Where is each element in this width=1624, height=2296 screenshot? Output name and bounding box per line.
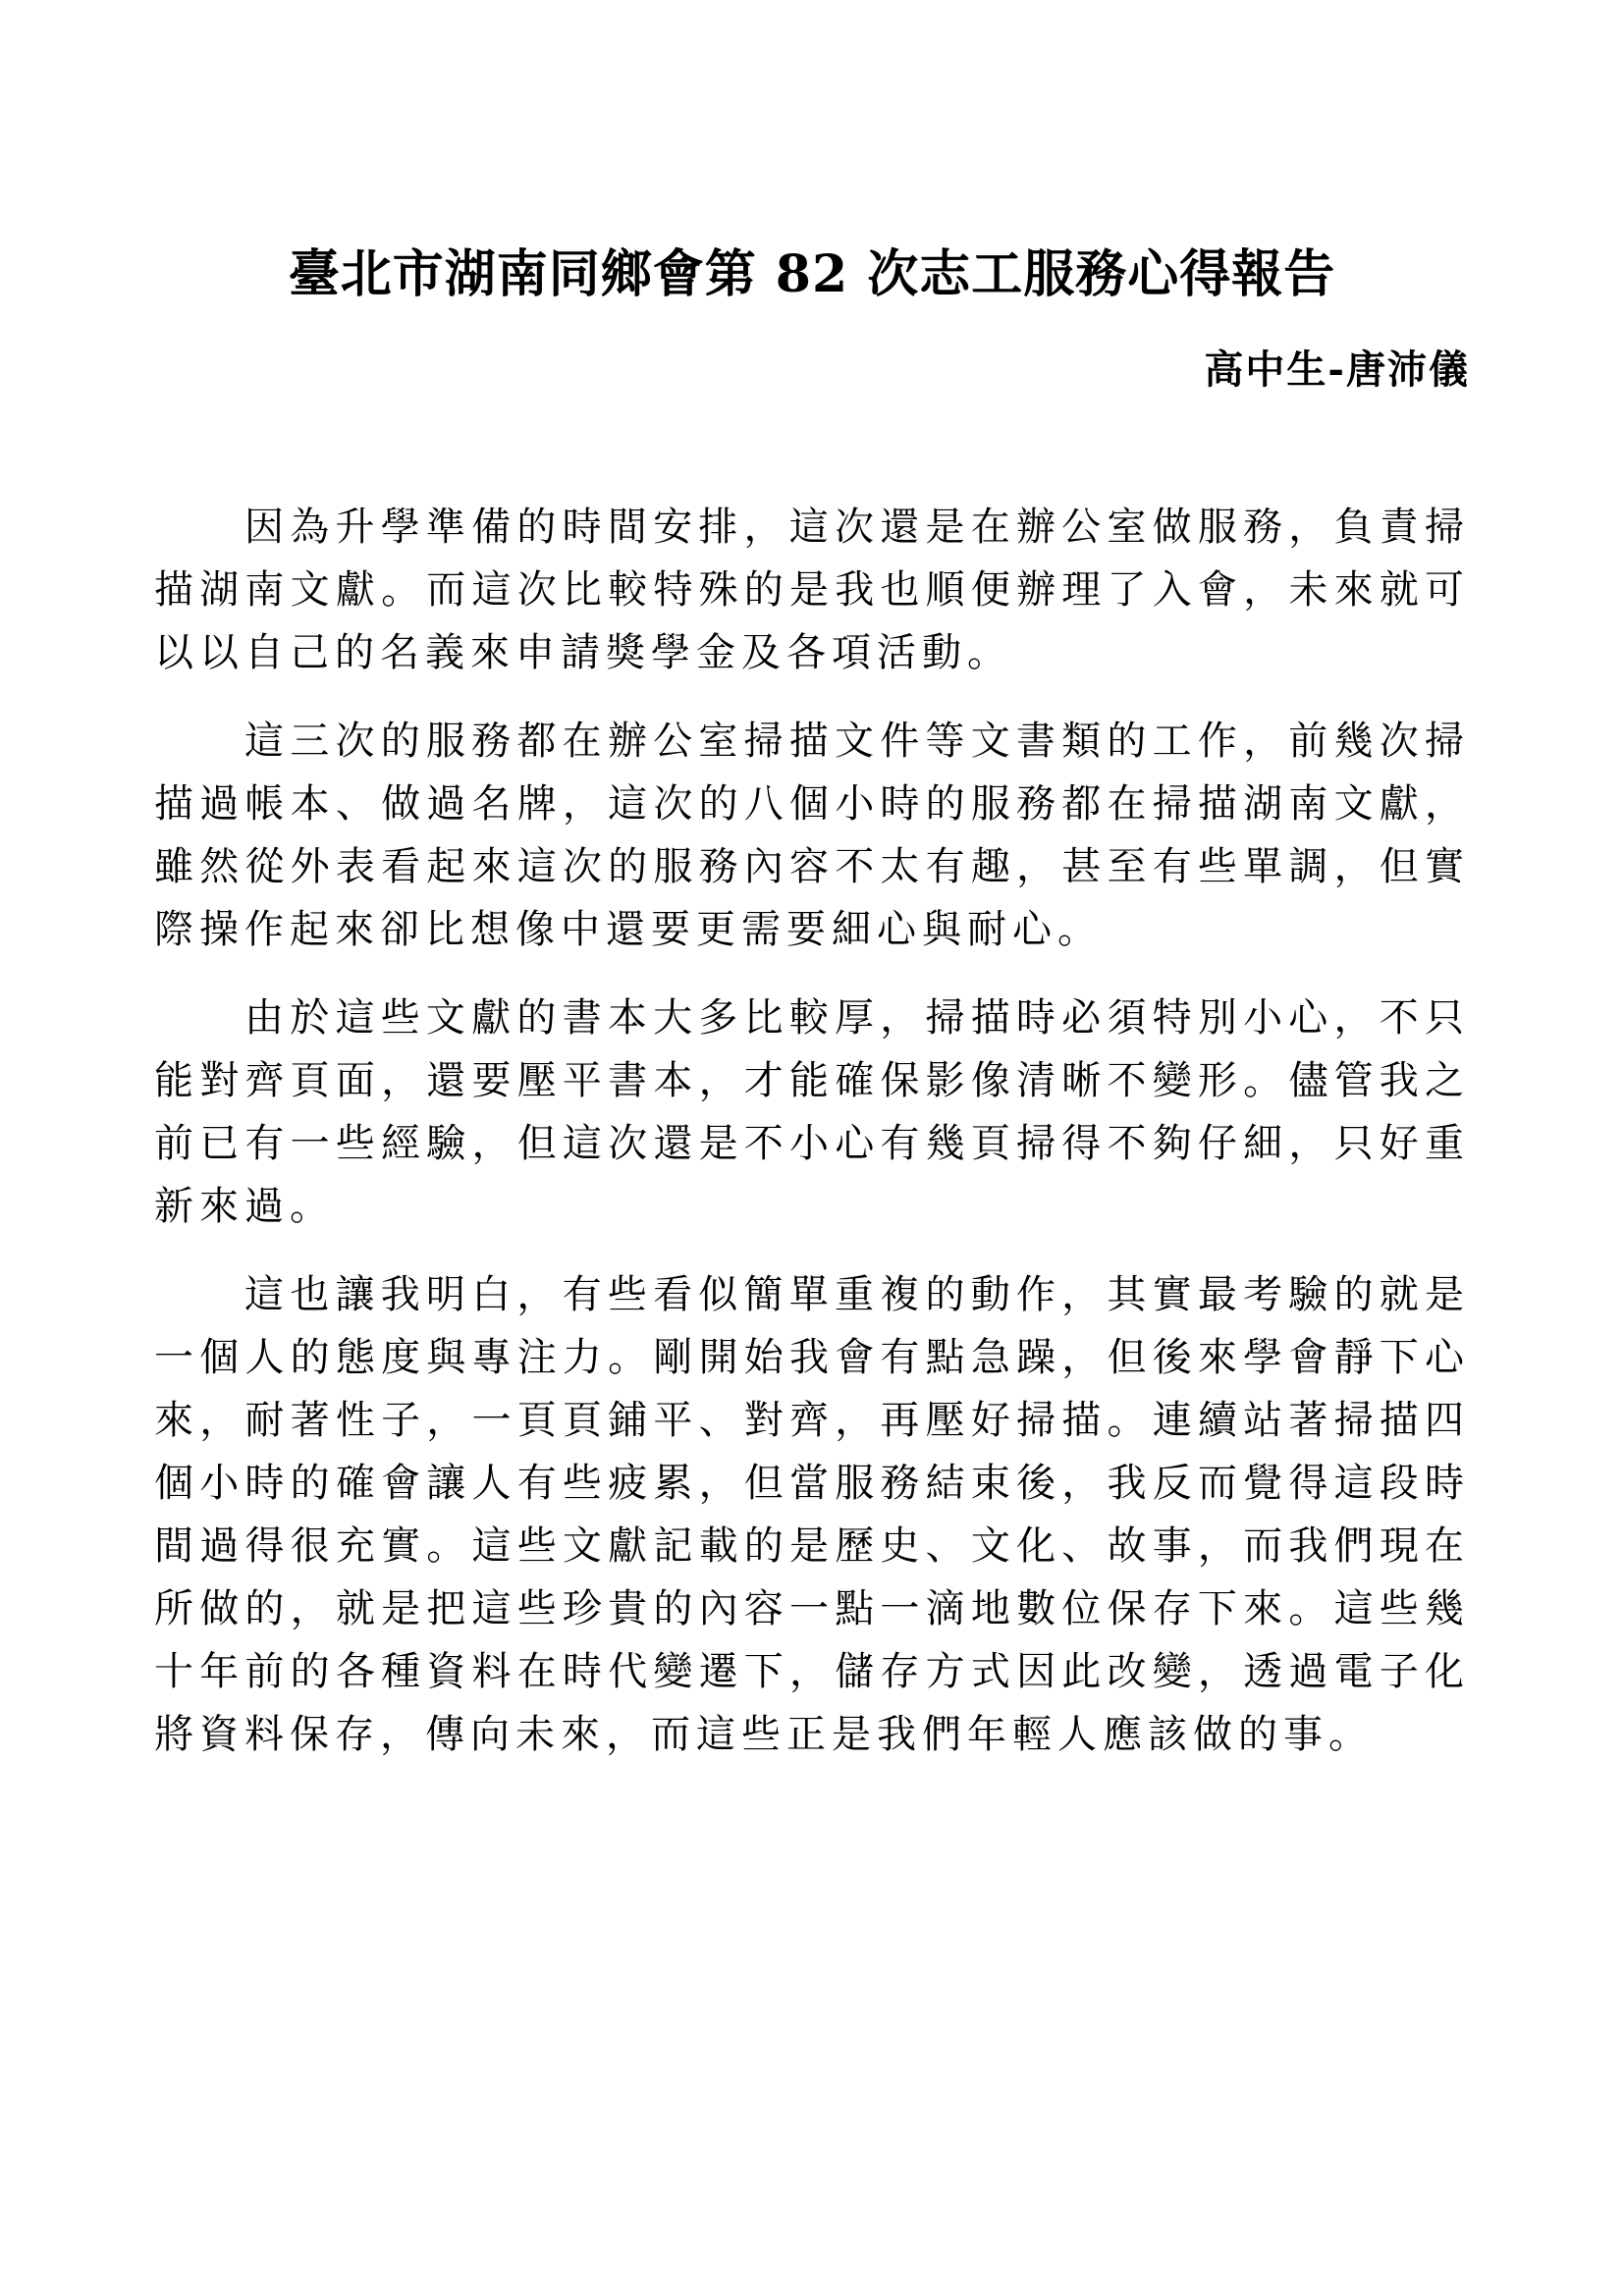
paragraph-2: 這三次的服務都在辦公室掃描文件等文書類的工作，前幾次掃描過帳本、做過名牌，這次的八個小時的服務都在掃描湖南文獻，雖然從外表看起來這次的服務內容不太有趣，甚至有些單調，但實際操作起來卻比想像中還要更需要細心與耐心。 bbox=[154, 719, 1470, 952]
document-title: 臺北市湖南同鄉會第 82 次志工服務心得報告 bbox=[288, 244, 1336, 304]
paragraph-4: 這也讓我明白，有些看似簡單重複的動作，其實最考驗的就是一個人的態度與專注力。剛開始我會有點急躁，但後來學會靜下心來，耐著性子，一頁頁鋪平、對齊，再壓好掃描。連續站著掃描四個小時的確會讓人有些疲累，但當服務結束後，我反而覺得這段時間過得很充實。這些文獻記載的是歷史、文化、故事，而我們現在所做的，就是把這些珍貴的內容一點一滴地數位保存下來。這些幾十年前的各種資料在時代變遷下，儲存方式因此改變，透過電子化將資料保存，傳向未來，而這些正是我們年輕人應該做的事。 bbox=[154, 1272, 1470, 1757]
document-body bbox=[154, 496, 1470, 1791]
paragraph-3: 由於這些文獻的書本大多比較厚，掃描時必須特別小心，不只能對齊頁面，還要壓平書本，才能確保影像清晰不變形。儘管我之前已有一些經驗，但這次還是不小心有幾頁掃得不夠仔細，只好重新來過。 bbox=[154, 995, 1470, 1229]
document-author: 高中生-唐沛儀 bbox=[1204, 347, 1470, 393]
paragraph-1: 因為升學準備的時間安排，這次還是在辦公室做服務，負責掃描湖南文獻。而這次比較特殊的是我也順便辦理了入會，未來就可以以自己的名義來申請獎學金及各項活動。 bbox=[154, 505, 1470, 675]
